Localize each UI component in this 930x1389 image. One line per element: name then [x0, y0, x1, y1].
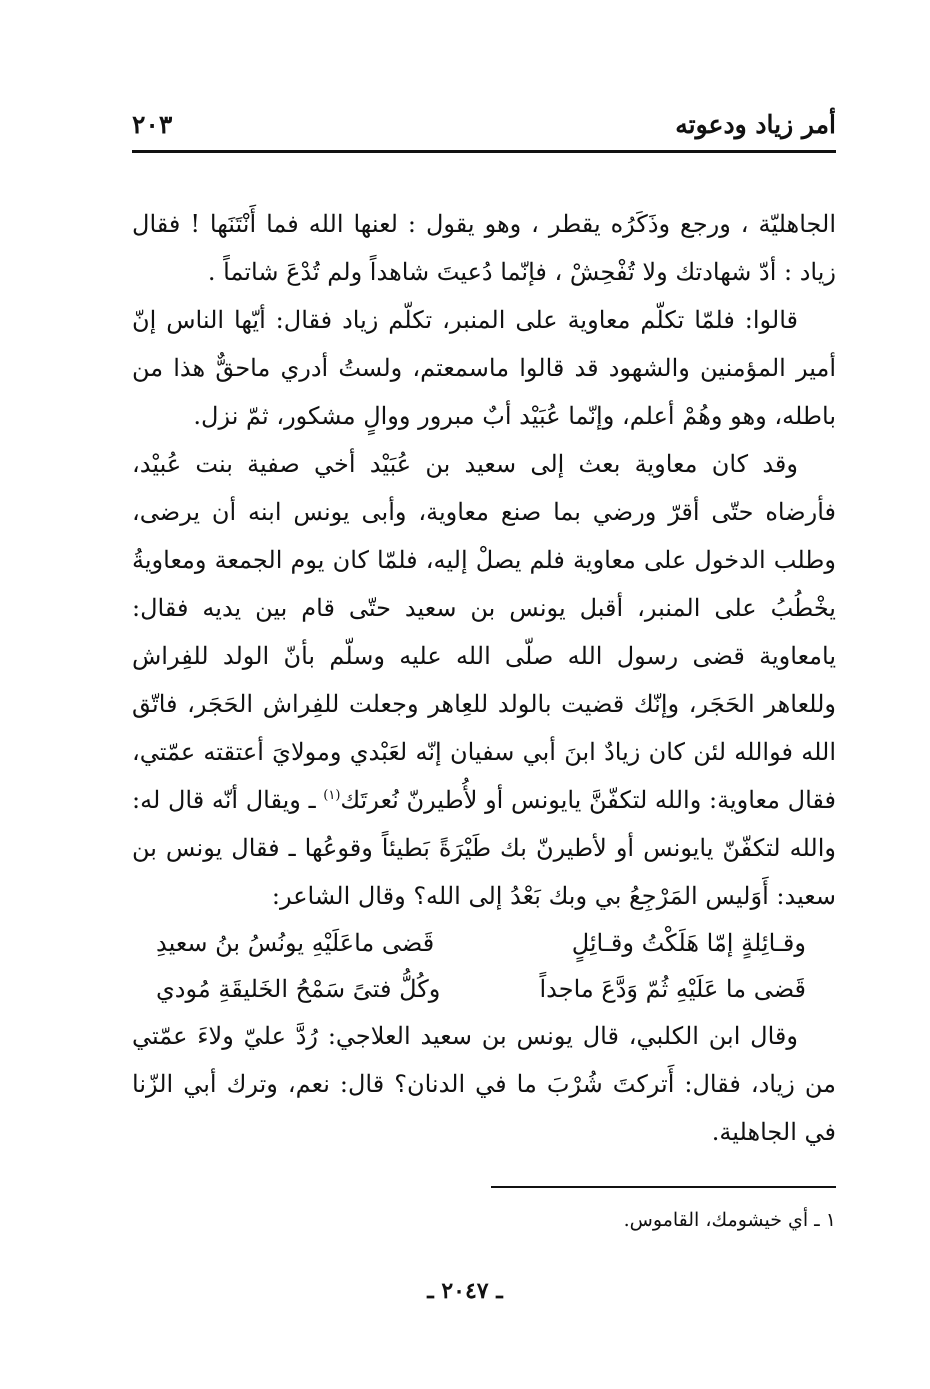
paragraph-3-part-a: وقد كان معاوية بعث إلى سعيد بن عُبَيْد أخي صفية بنت عُبيْد، فأرضاه حتّى أقرّ ورضي بما صنع معاوية، وأبى يونس ابنه أن يرضى، وطلب الدخول على معاوية فلم يصلْ إليه، فلمّا كان يوم الجمعة ومعاويةُ يخْطُبُ على المنبر، أقبل يونس بن سعيد حتّى قام بين يديه فقال: يامعاوية قضى رسول الله صلّى الله عليه وسلّم بأنّ الولد للفِراش وللعاهر الحَجَر، وإنّك قضيت بالولد للعِاهر وجعلت للفِراش الحَجَر، فاتّق الله فوالله لئن كان زيادٌ ابنَ أبي سفيان إنّه لعَبْدي ومولايَ أعتقته عمّتي، فقال معاوية: والله لتكفّنَّ يايونس أو لأُطيرنّ نُعرتَك: [132, 450, 836, 814]
paragraph-3: [132, 440, 836, 920]
paragraph-2: قالوا: فلمّا تكلّم معاوية على المنبر، تكلّم زياد فقال: أيّها الناس إنّ أمير المؤمنين والشهود قد قالوا ماسمعتم، ولستُ أدري ماحقٌّ هذا من باطله، وهو وهُمْ أعلم، وإنّما عُبَيْد أبٌ مبرور ووالٍ مشكور، ثمّ نزل.: [132, 306, 836, 430]
verse-line-1: [156, 920, 806, 966]
footnote: ١ ـ أي خيشومك، القاموس.: [623, 1209, 836, 1231]
verse-2-first-hemistich: قَضى ما عَلَيْهِ ثُمّ وَدَّعَ ماجداً: [539, 975, 806, 1003]
paragraph-3-part-b: ـ ويقال أنّه قال له: والله لتكفّنّ يايونس أو لأطيرنّ بك طَيْرَةً بَطيئاً وقوعُها ـ فقال يونس بن سعيد: أَوَليس المَرْجِعُ بي وبك بَعْدُ إلى الله؟ وقال الشاعر:: [132, 786, 836, 910]
folio-number: ـ ٢٠٤٧ ـ: [427, 1278, 503, 1304]
running-title: أمر زياد ودعوته: [675, 110, 836, 139]
paragraph-1: الجاهليّة ، ورجع وذَكَرُه يقطر ، وهو يقول : لعنها الله فما أَنْتَنَها ! فقال زياد : أدّ شهادتك ولا تُفْحِشْ ، فإنّما دُعيتَ شاهداً ولم تُدْعَ شاتماً .: [132, 210, 836, 286]
header-rule: [132, 150, 836, 153]
verse-1-first-hemistich: وقـائِلةٍ إمّا هَلَكْتُ وقـائِلٍ: [571, 929, 806, 957]
poem: [156, 920, 806, 1012]
verse-2-second-hemistich: وكُلُّ فتىً سَمْحُ الخَليقَةِ مُودي: [156, 975, 441, 1003]
body-text: [132, 200, 836, 1156]
footnote-reference: (١): [323, 788, 341, 803]
verse-1-second-hemistich: قَضى ماعَلَيْهِ يونُسُ بنُ سعيدِ: [156, 929, 435, 957]
verse-line-2: [156, 966, 806, 1012]
footnote-rule: [491, 1186, 836, 1188]
running-header: [132, 108, 836, 148]
page-number: ٢٠٣: [132, 110, 173, 139]
paragraph-4: وقال ابن الكلبي، قال يونس بن سعيد العلاجي: رُدَّ عليّ ولاءَ عمّتي من زياد، فقال: أَتركتَ شُرْبَ ما في الدنان؟ قال: نعم، وترك أبي الزّنا في الجاهلية.: [132, 1022, 836, 1146]
